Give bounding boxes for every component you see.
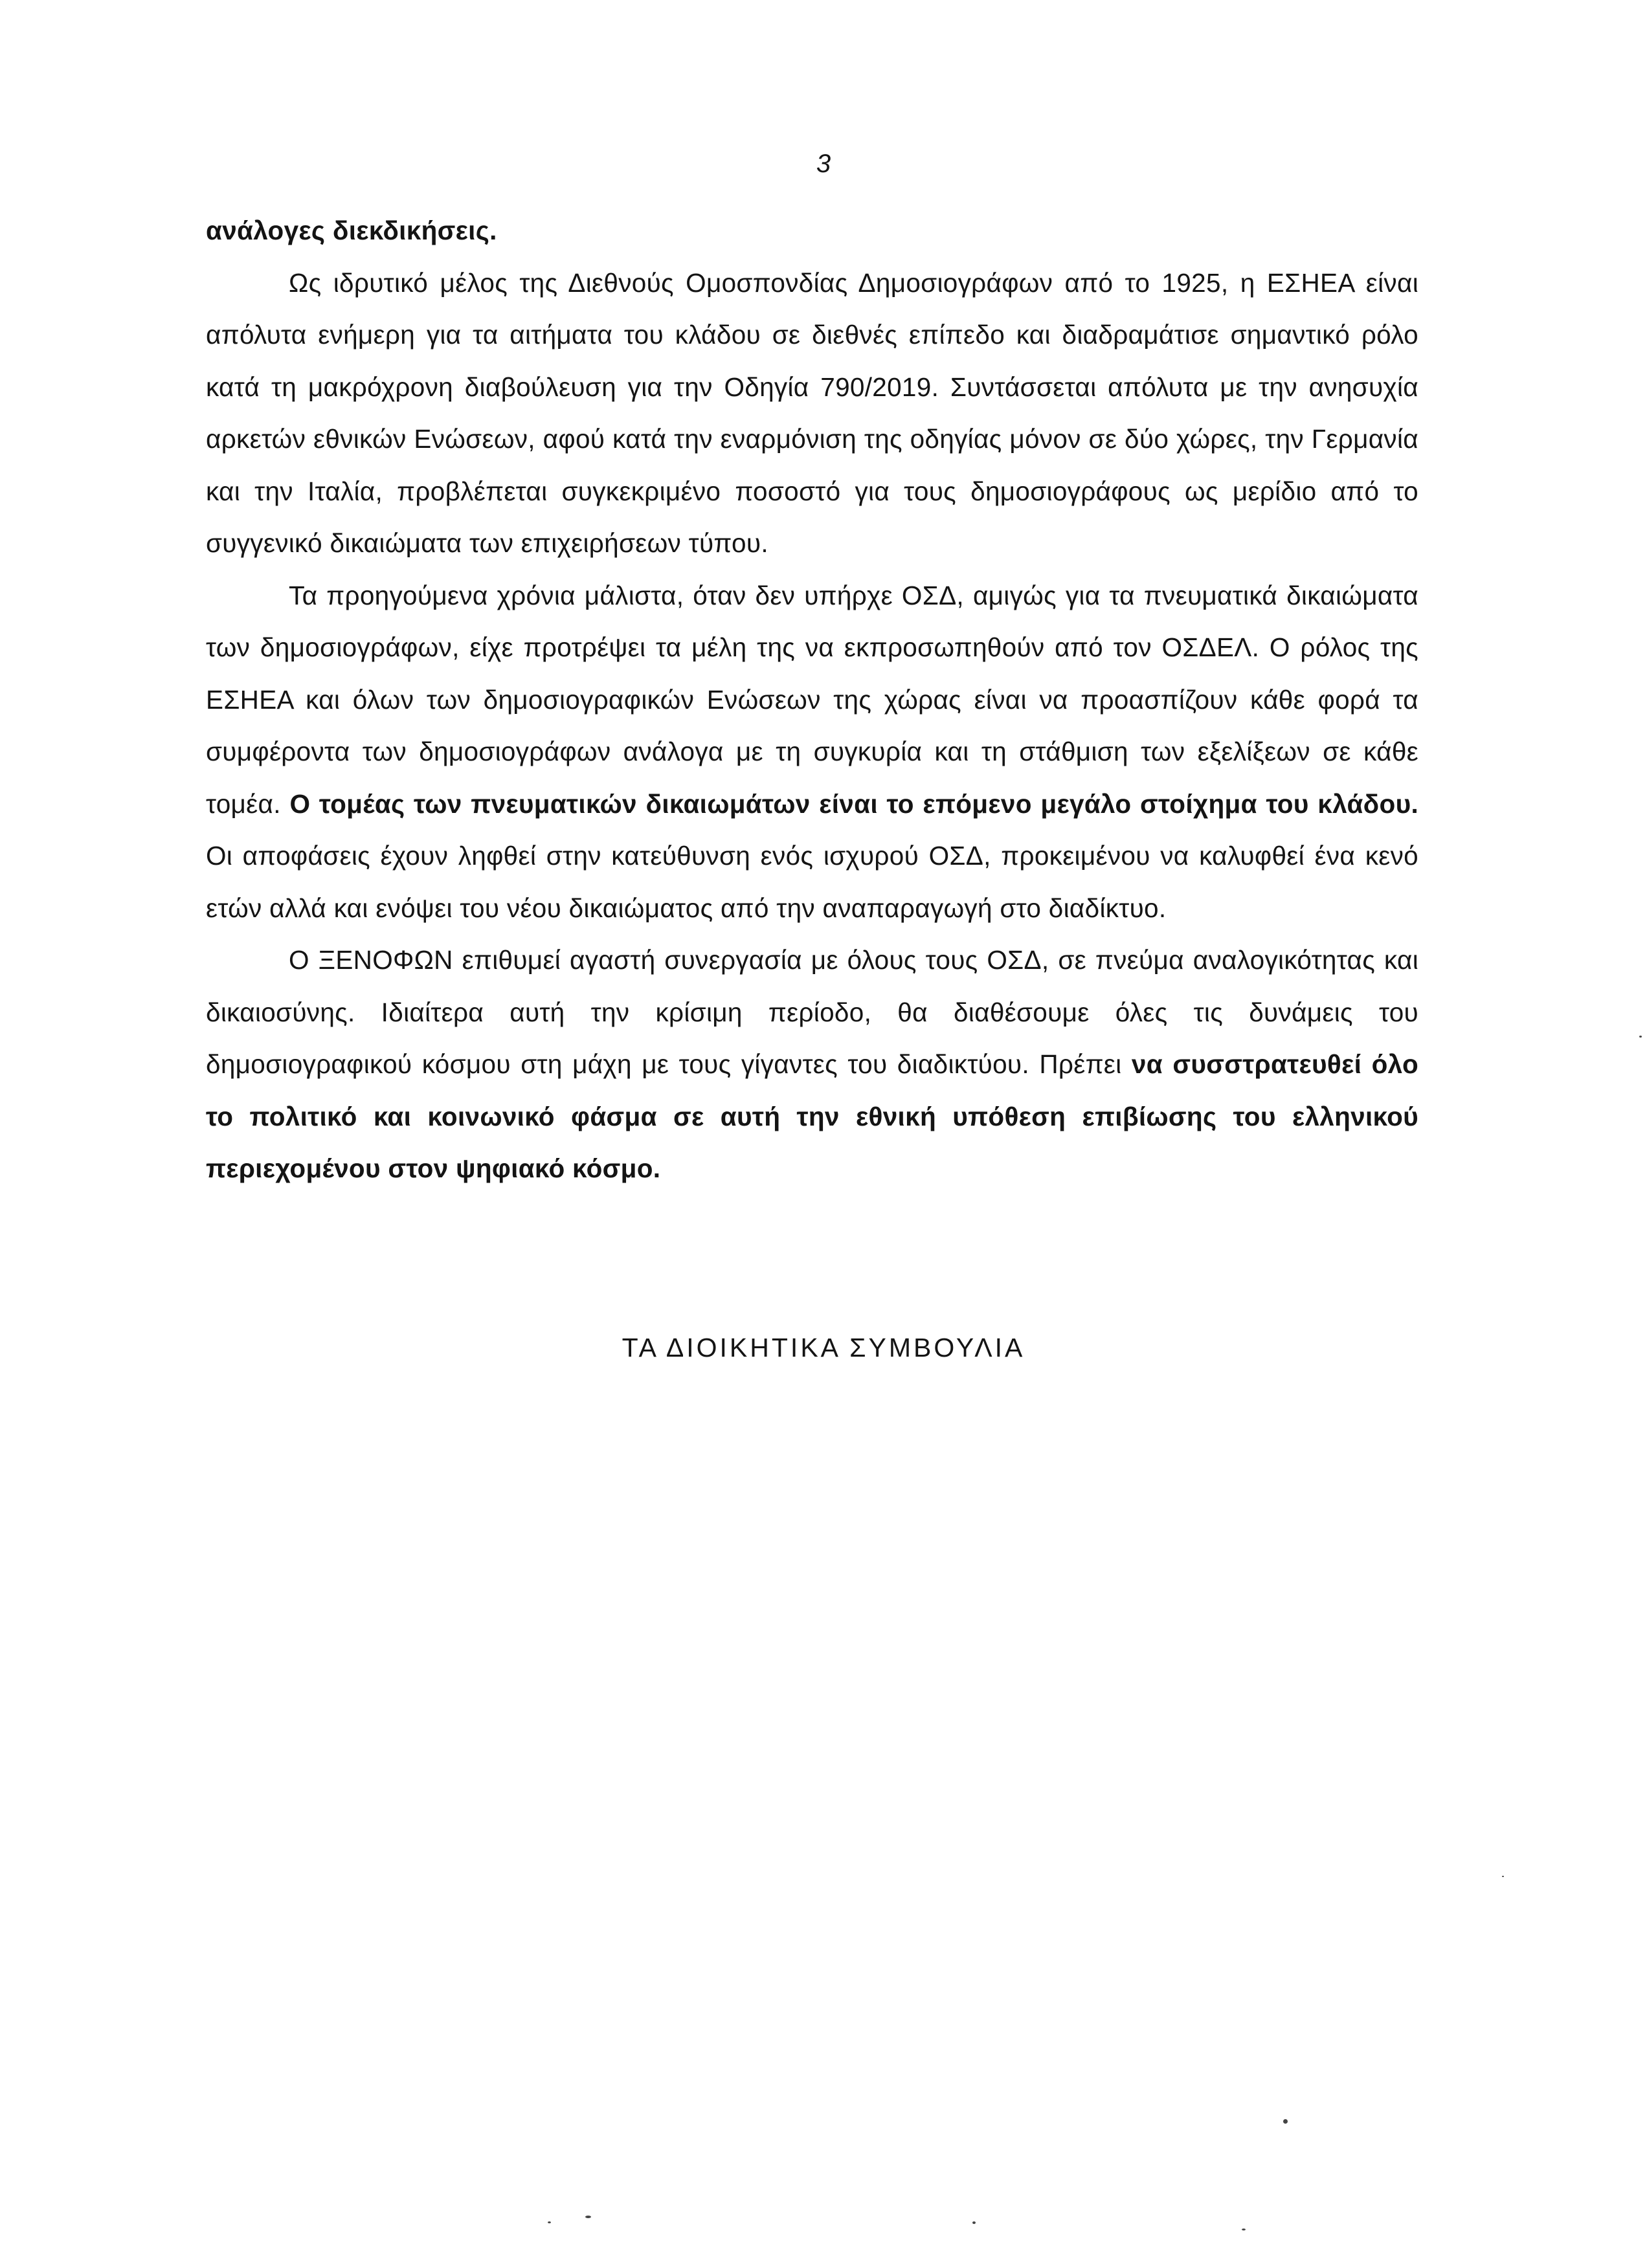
- paragraph: [206, 934, 1418, 1195]
- text-segment: Οι αποφάσεις έχουν ληφθεί στην κατεύθυνση ενός ισχυρού ΟΣΔ, προκειμένου να καλυφθεί ένα κενό ετών αλλά και ενόψει του νέου δικαιώματος από την αναπαραγωγή στο διαδίκτυο.: [206, 841, 1418, 923]
- paragraph: [206, 205, 1418, 257]
- scan-speck: [585, 2216, 591, 2218]
- bold-text-segment: ανάλογες διεκδικήσεις.: [206, 216, 497, 245]
- scan-speck: [972, 2221, 976, 2224]
- signature-line: ΤΑ ΔΙΟΙΚΗΤΙΚΑ ΣΥΜΒΟΥΛΙΑ: [622, 1333, 1025, 1362]
- scan-speck: [1502, 1876, 1504, 1877]
- document-body: [206, 205, 1418, 1195]
- paragraph: [206, 570, 1418, 935]
- text-segment: Ο ΞΕΝΟΦΩΝ επιθυμεί αγαστή συνεργασία με όλους τους ΟΣΔ, σε πνεύμα αναλογικότητας και δικαιοσύνης. Ιδιαίτερα αυτή την κρίσιμη περίοδο, θα διαθέσουμε όλες τις δυνάμεις του δημοσιογραφικού κόσμου στη μάχη με τους γίγαντες του διαδικτύου. Πρέπει: [206, 945, 1418, 1079]
- text-segment: Ως ιδρυτικό μέλος της Διεθνούς Ομοσπονδίας Δημοσιογράφων από το 1925, η ΕΣΗΕΑ είναι απόλυτα ενήμερη για τα αιτήματα του κλάδου σε διεθνές επίπεδο και διαδραμάτισε σημαντικό ρόλο κατά τη μακρόχρονη διαβούλευση για την Οδηγία 790/2019. Συντάσσεται απόλυτα με την ανησυχία αρκετών εθνικών Ενώσεων, αφού κατά την εναρμόνιση της οδηγίας μόνον σε δύο χώρες, την Γερμανία και την Ιταλία, προβλέπεται συγκεκριμένο ποσοστό για τους δημοσιογράφους ως μερίδιο από το συγγενικό δικαιώματα των επιχειρήσεων τύπου.: [206, 267, 1418, 558]
- scan-speck: [1639, 1036, 1642, 1038]
- bold-text-segment: να συσστρατευθεί όλο το πολιτικό και κοινωνικό φάσμα σε αυτή την εθνική υπόθεση επιβίωσης του ελληνικού περιεχομένου στον ψηφιακό κόσμο.: [206, 1049, 1418, 1183]
- bold-text-segment: Ο τομέας των πνευματικών δικαιωμάτων είναι το επόμενο μεγάλο στοίχημα του κλάδου.: [289, 788, 1418, 819]
- paragraph: [206, 257, 1418, 570]
- scan-speck: [548, 2221, 551, 2223]
- page-number: 3: [816, 150, 831, 178]
- text-segment: Τα προηγούμενα χρόνια μάλιστα, όταν δεν υπήρχε ΟΣΔ, αμιγώς για τα πνευματικά δικαιώματα των δημοσιογράφων, είχε προτρέψει τα μέλη της να εκπροσωπηθούν από τον ΟΣΔΕΛ. Ο ρόλος της ΕΣΗΕΑ και όλων των δημοσιογραφικών Ενώσεων της χώρας είναι να προασπίζουν κάθε φορά τα συμφέροντα των δημοσιογράφων ανάλογα με τη συγκυρία και τη στάθμιση των εξελίξεων σε κάθε τομέα.: [206, 580, 1418, 819]
- scan-speck: [1242, 2229, 1246, 2230]
- scan-speck: [1283, 2119, 1288, 2124]
